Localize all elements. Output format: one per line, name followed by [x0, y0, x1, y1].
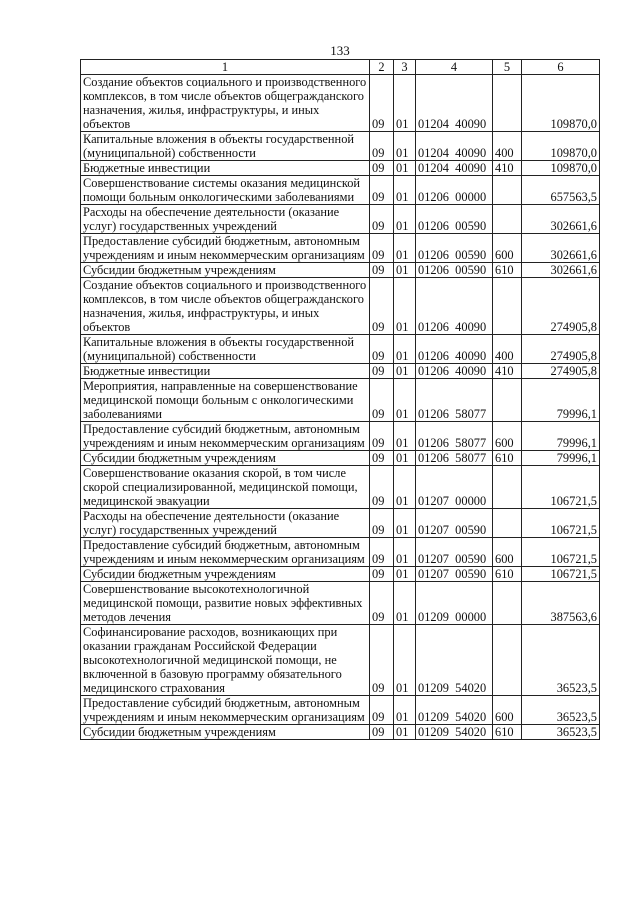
page-number: 133	[330, 43, 350, 58]
item-code: 01209 54020	[416, 696, 493, 725]
table-row	[81, 538, 600, 567]
col-3-value: 01	[394, 205, 416, 234]
item-name: Капитальные вложения в объекты государственной (муниципальной) собственности	[81, 335, 370, 364]
item-name: Создание объектов социального и производственного комплексов, в том числе объектов общегражданского назначения, жилья, инфраструктуры, и иных объектов	[81, 278, 370, 335]
item-code: 01206 00590	[416, 205, 493, 234]
col-2-value: 09	[370, 567, 394, 582]
item-code: 01209 54020	[416, 725, 493, 740]
col-5-value: 400	[493, 132, 522, 161]
item-code: 01206 40090	[416, 335, 493, 364]
item-amount: 106721,5	[522, 466, 600, 509]
col-2-value: 09	[370, 582, 394, 625]
item-code: 01204 40090	[416, 161, 493, 176]
table-row	[81, 335, 600, 364]
item-amount: 274905,8	[522, 278, 600, 335]
col-2-value: 09	[370, 234, 394, 263]
col-3-value: 01	[394, 538, 416, 567]
item-code: 01204 40090	[416, 75, 493, 132]
item-name: Субсидии бюджетным учреждениям	[81, 567, 370, 582]
item-name: Предоставление субсидий бюджетным, автономным учреждениям и иным некоммерческим организациям	[81, 422, 370, 451]
header-col-6: 6	[522, 60, 600, 75]
item-name: Капитальные вложения в объекты государственной (муниципальной) собственности	[81, 132, 370, 161]
item-code: 01209 54020	[416, 625, 493, 696]
col-2-value: 09	[370, 335, 394, 364]
table-row	[81, 205, 600, 234]
item-code: 01204 40090	[416, 132, 493, 161]
item-name: Совершенствование системы оказания медицинской помощи больным онкологическими заболеваниями	[81, 176, 370, 205]
table-row	[81, 625, 600, 696]
col-5-value	[493, 176, 522, 205]
table-row	[81, 466, 600, 509]
item-name: Бюджетные инвестиции	[81, 364, 370, 379]
col-2-value: 09	[370, 263, 394, 278]
table-row	[81, 278, 600, 335]
col-5-value: 600	[493, 234, 522, 263]
col-5-value: 600	[493, 422, 522, 451]
item-code: 01206 58077	[416, 451, 493, 466]
col-3-value: 01	[394, 422, 416, 451]
col-3-value: 01	[394, 582, 416, 625]
item-name: Субсидии бюджетным учреждениям	[81, 725, 370, 740]
header-col-1: 1	[81, 60, 370, 75]
item-code: 01206 00000	[416, 176, 493, 205]
col-3-value: 01	[394, 451, 416, 466]
item-amount: 36523,5	[522, 696, 600, 725]
budget-table	[80, 59, 600, 740]
item-amount: 302661,6	[522, 234, 600, 263]
item-name: Бюджетные инвестиции	[81, 161, 370, 176]
table-row	[81, 132, 600, 161]
header-col-4: 4	[416, 60, 493, 75]
col-5-value: 610	[493, 567, 522, 582]
item-code: 01207 00000	[416, 466, 493, 509]
col-5-value	[493, 466, 522, 509]
item-amount: 302661,6	[522, 205, 600, 234]
table-row	[81, 263, 600, 278]
table-row	[81, 567, 600, 582]
col-3-value: 01	[394, 696, 416, 725]
item-name: Совершенствование высокотехнологичной медицинской помощи, развитие новых эффективных методов лечения	[81, 582, 370, 625]
col-3-value: 01	[394, 176, 416, 205]
item-amount: 109870,0	[522, 75, 600, 132]
item-name: Софинансирование расходов, возникающих при оказании гражданам Российской Федерации высокотехнологичной медицинской помощи, не включенной в базовую программу обязательного медицинского страхования	[81, 625, 370, 696]
col-5-value: 600	[493, 696, 522, 725]
col-5-value: 410	[493, 161, 522, 176]
item-name: Создание объектов социального и производственного комплексов, в том числе объектов общегражданского назначения, жилья, инфраструктуры, и иных объектов	[81, 75, 370, 132]
col-5-value	[493, 625, 522, 696]
col-3-value: 01	[394, 263, 416, 278]
item-code: 01207 00590	[416, 567, 493, 582]
item-amount: 79996,1	[522, 422, 600, 451]
col-5-value: 610	[493, 451, 522, 466]
item-amount: 274905,8	[522, 335, 600, 364]
item-name: Расходы на обеспечение деятельности (оказание услуг) государственных учреждений	[81, 509, 370, 538]
item-code: 01207 00590	[416, 538, 493, 567]
item-name: Субсидии бюджетным учреждениям	[81, 263, 370, 278]
item-code: 01209 00000	[416, 582, 493, 625]
col-5-value: 600	[493, 538, 522, 567]
col-2-value: 09	[370, 625, 394, 696]
col-3-value: 01	[394, 379, 416, 422]
table-row	[81, 379, 600, 422]
table-row	[81, 451, 600, 466]
item-code: 01207 00590	[416, 509, 493, 538]
item-name: Мероприятия, направленные на совершенствование медицинской помощи больным с онкологическими заболеваниями	[81, 379, 370, 422]
item-amount: 657563,5	[522, 176, 600, 205]
col-3-value: 01	[394, 725, 416, 740]
col-2-value: 09	[370, 451, 394, 466]
item-amount: 109870,0	[522, 161, 600, 176]
item-code: 01206 40090	[416, 364, 493, 379]
col-5-value	[493, 75, 522, 132]
table-row	[81, 582, 600, 625]
item-name: Субсидии бюджетным учреждениям	[81, 451, 370, 466]
col-2-value: 09	[370, 422, 394, 451]
header-col-3: 3	[394, 60, 416, 75]
table-row	[81, 75, 600, 132]
col-5-value	[493, 509, 522, 538]
table-row	[81, 364, 600, 379]
table-row	[81, 422, 600, 451]
col-3-value: 01	[394, 132, 416, 161]
col-3-value: 01	[394, 161, 416, 176]
item-name: Совершенствование оказания скорой, в том числе скорой специализированной, медицинской помощи, медицинской эвакуации	[81, 466, 370, 509]
item-name: Предоставление субсидий бюджетным, автономным учреждениям и иным некоммерческим организациям	[81, 696, 370, 725]
col-2-value: 09	[370, 466, 394, 509]
col-5-value: 410	[493, 364, 522, 379]
table-header-row	[81, 60, 600, 75]
item-amount: 106721,5	[522, 567, 600, 582]
item-code: 01206 58077	[416, 422, 493, 451]
col-3-value: 01	[394, 234, 416, 263]
col-2-value: 09	[370, 364, 394, 379]
col-5-value	[493, 379, 522, 422]
col-2-value: 09	[370, 696, 394, 725]
item-code: 01206 58077	[416, 379, 493, 422]
col-2-value: 09	[370, 725, 394, 740]
item-name: Предоставление субсидий бюджетным, автономным учреждениям и иным некоммерческим организациям	[81, 234, 370, 263]
table-row	[81, 696, 600, 725]
item-amount: 36523,5	[522, 625, 600, 696]
col-2-value: 09	[370, 75, 394, 132]
item-code: 01206 00590	[416, 234, 493, 263]
col-2-value: 09	[370, 538, 394, 567]
item-amount: 106721,5	[522, 538, 600, 567]
col-3-value: 01	[394, 567, 416, 582]
col-3-value: 01	[394, 335, 416, 364]
item-amount: 36523,5	[522, 725, 600, 740]
col-5-value: 610	[493, 263, 522, 278]
table-row	[81, 234, 600, 263]
col-2-value: 09	[370, 205, 394, 234]
col-3-value: 01	[394, 75, 416, 132]
col-2-value: 09	[370, 509, 394, 538]
col-5-value: 400	[493, 335, 522, 364]
item-name: Расходы на обеспечение деятельности (оказание услуг) государственных учреждений	[81, 205, 370, 234]
item-amount: 387563,6	[522, 582, 600, 625]
header-col-5: 5	[493, 60, 522, 75]
col-5-value: 610	[493, 725, 522, 740]
table-row	[81, 176, 600, 205]
item-code: 01206 00590	[416, 263, 493, 278]
col-3-value: 01	[394, 625, 416, 696]
col-2-value: 09	[370, 176, 394, 205]
col-5-value	[493, 582, 522, 625]
table-row	[81, 725, 600, 740]
col-3-value: 01	[394, 466, 416, 509]
item-amount: 274905,8	[522, 364, 600, 379]
col-3-value: 01	[394, 278, 416, 335]
item-name: Предоставление субсидий бюджетным, автономным учреждениям и иным некоммерческим организациям	[81, 538, 370, 567]
col-5-value	[493, 278, 522, 335]
item-amount: 109870,0	[522, 132, 600, 161]
table-row	[81, 509, 600, 538]
col-2-value: 09	[370, 278, 394, 335]
col-3-value: 01	[394, 364, 416, 379]
col-2-value: 09	[370, 379, 394, 422]
item-amount: 302661,6	[522, 263, 600, 278]
item-amount: 79996,1	[522, 379, 600, 422]
header-col-2: 2	[370, 60, 394, 75]
table-row	[81, 161, 600, 176]
col-2-value: 09	[370, 161, 394, 176]
item-amount: 106721,5	[522, 509, 600, 538]
item-code: 01206 40090	[416, 278, 493, 335]
item-amount: 79996,1	[522, 451, 600, 466]
col-2-value: 09	[370, 132, 394, 161]
col-3-value: 01	[394, 509, 416, 538]
col-5-value	[493, 205, 522, 234]
